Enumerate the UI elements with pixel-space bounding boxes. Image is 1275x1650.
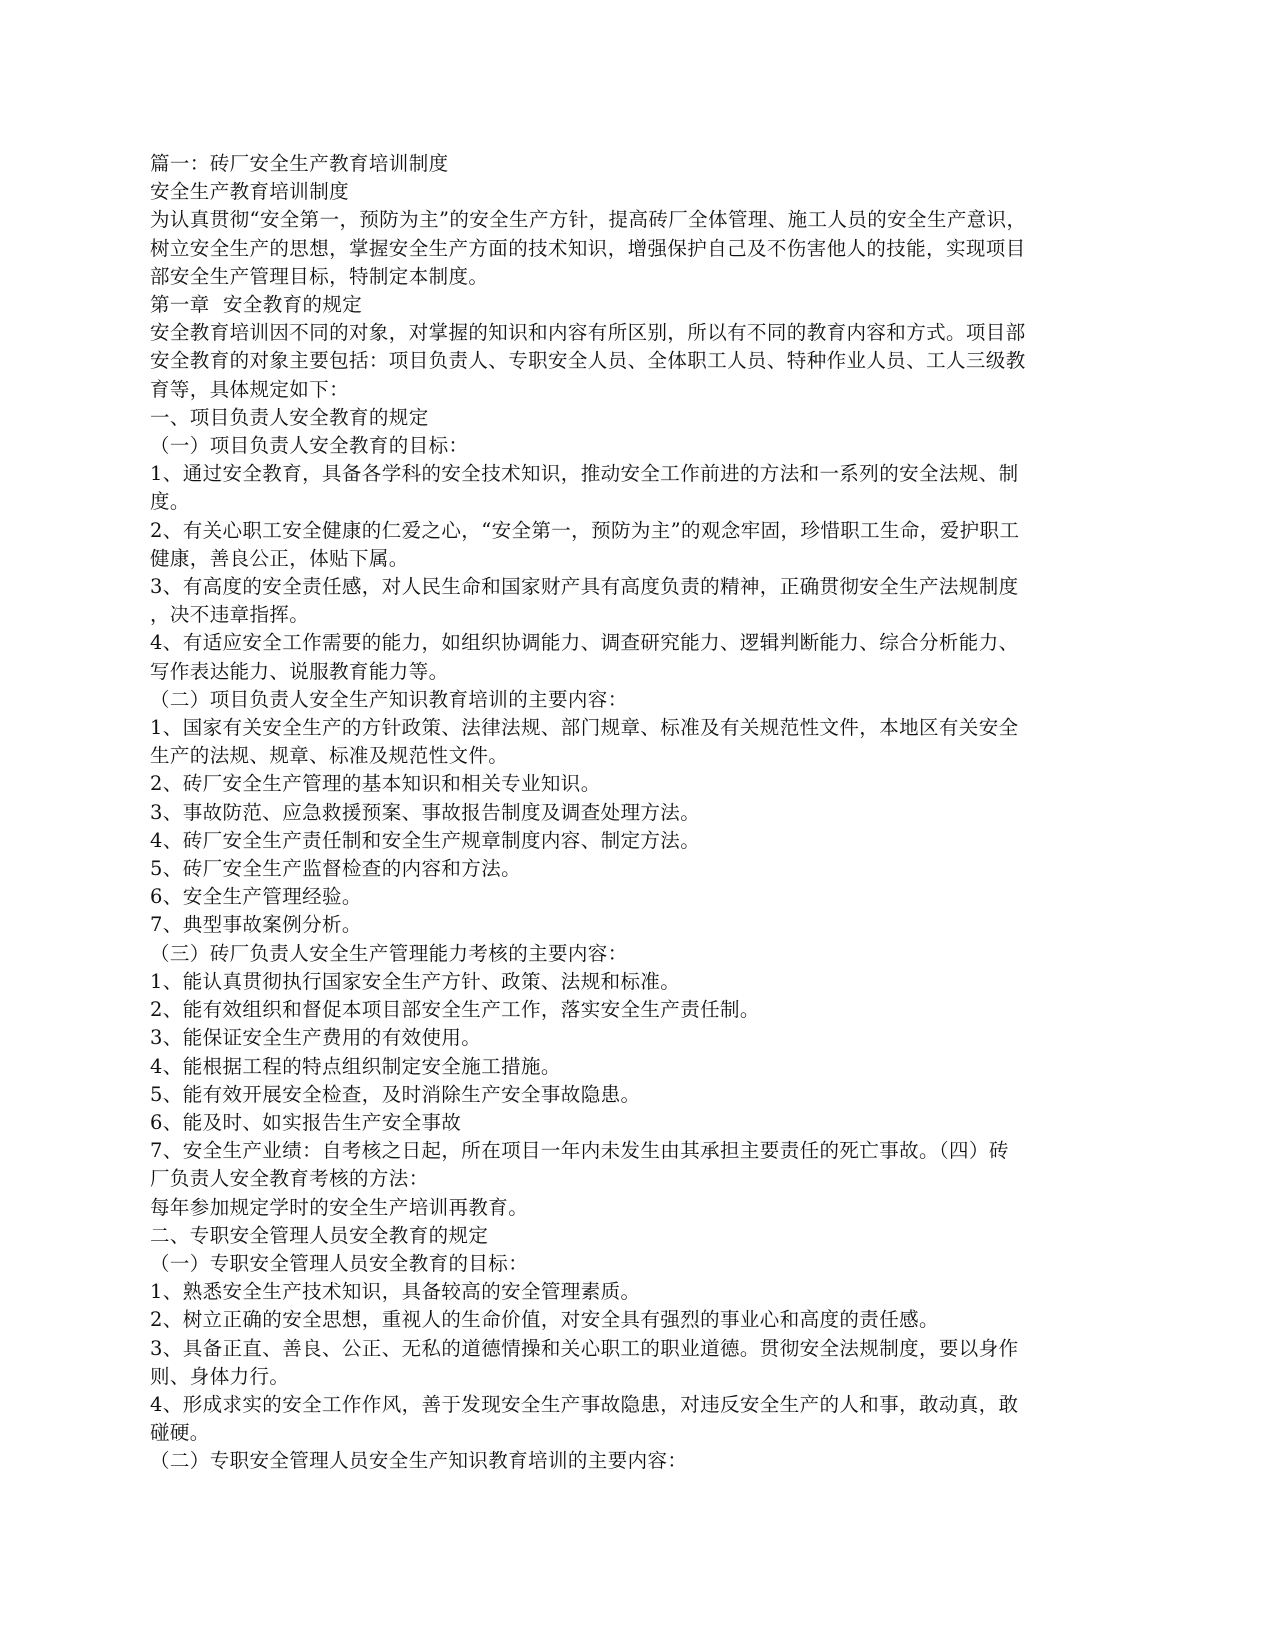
- text-line: 6、能及时、如实报告生产安全事故: [150, 1110, 462, 1134]
- text-line: 2、树立正确的安全思想，重视人的生命价值，对安全具有强烈的事业心和高度的责任感。: [150, 1308, 939, 1332]
- text-line: 2、有关心职工安全健康的仁爱之心，“安全第一，预防为主”的观念牢固，珍惜职工生命，爱护职工: [150, 518, 1020, 542]
- text-line: 篇一：砖厂安全生产教育培训制度: [150, 152, 449, 175]
- text-line: （一）专职安全管理人员安全教育的目标：: [150, 1251, 529, 1275]
- text-line: 6、安全生产管理经验。: [150, 885, 362, 909]
- text-line: 每年参加规定学时的安全生产培训再教育。: [150, 1195, 529, 1219]
- text-line: 一、项目负责人安全教育的规定: [150, 405, 429, 429]
- text-line: 7、安全生产业绩：自考核之日起，所在项目一年内未发生由其承担主要责任的死亡事故。（四）砖: [150, 1139, 1009, 1163]
- text-line: 度。: [150, 490, 190, 514]
- text-line: 安全生产教育培训制度: [150, 180, 350, 204]
- text-line: （一）项目负责人安全教育的目标：: [150, 434, 469, 458]
- text-line: 生产的法规、规章、标准及规范性文件。: [150, 744, 509, 768]
- text-line: 第一章 安全教育的规定: [150, 293, 363, 317]
- text-line: 厂负责人安全教育考核的方法：: [150, 1167, 429, 1191]
- text-line: 4、形成求实的安全工作作风，善于发现安全生产事故隐患，对违反安全生产的人和事，敢动真，敢: [150, 1392, 1019, 1416]
- text-line: 二、专职安全管理人员安全教育的规定: [150, 1223, 489, 1247]
- text-line: 5、能有效开展安全检查，及时消除生产安全事故隐患。: [150, 1082, 641, 1106]
- text-line: 4、有适应安全工作需要的能力，如组织协调能力、调查研究能力、逻辑判断能力、综合分析能力、: [150, 631, 1019, 655]
- text-line: 1、通过安全教育，具备各学科的安全技术知识，推动安全工作前进的方法和一系列的安全法规、制: [150, 462, 1019, 486]
- text-line: 2、能有效组织和督促本项目部安全生产工作，落实安全生产责任制。: [150, 998, 760, 1022]
- text-line: （二）专职安全管理人员安全生产知识教育培训的主要内容：: [150, 1449, 688, 1473]
- text-line: 4、能根据工程的特点组织制定安全施工措施。: [150, 1054, 561, 1078]
- text-line: ，决不违章指挥。: [150, 603, 310, 627]
- text-line: 安全教育的对象主要包括：项目负责人、专职安全人员、全体职工人员、特种作业人员、工人三级教: [150, 349, 1026, 373]
- text-line: 写作表达能力、说服教育能力等。: [150, 659, 449, 683]
- text-line: 部安全生产管理目标，特制定本制度。: [150, 264, 489, 288]
- text-line: （二）项目负责人安全生产知识教育培训的主要内容：: [150, 687, 628, 711]
- text-line: 1、熟悉安全生产技术知识，具备较高的安全管理素质。: [150, 1280, 641, 1304]
- text-line: 5、砖厂安全生产监督检查的内容和方法。: [150, 857, 522, 881]
- text-line: 安全教育培训因不同的对象，对掌握的知识和内容有所区别，所以有不同的教育内容和方式。项目部: [150, 321, 1026, 345]
- text-line: 育等，具体规定如下：: [150, 377, 350, 401]
- text-line: 1、国家有关安全生产的方针政策、法律法规、部门规章、标准及有关规范性文件，本地区有关安全: [150, 716, 1019, 740]
- text-line: 树立安全生产的思想，掌握安全生产方面的技术知识，增强保护自己及不伤害他人的技能，实现项目: [150, 236, 1026, 260]
- text-line: 碰硬。: [150, 1421, 210, 1445]
- text-line: 为认真贯彻“安全第一，预防为主”的安全生产方针，提高砖厂全体管理、施工人员的安全生产意识，: [150, 208, 1027, 232]
- text-line: 4、砖厂安全生产责任制和安全生产规章制度内容、制定方法。: [150, 828, 701, 852]
- text-line: 2、砖厂安全生产管理的基本知识和相关专业知识。: [150, 772, 601, 796]
- text-line: 3、能保证安全生产费用的有效使用。: [150, 1026, 482, 1050]
- text-line: 3、具备正直、善良、公正、无私的道德情操和关心职工的职业道德。贯彻安全法规制度，要以身作: [150, 1336, 1019, 1360]
- text-line: （三）砖厂负责人安全生产管理能力考核的主要内容：: [150, 941, 628, 965]
- text-line: 健康，善良公正，体贴下属。: [150, 546, 409, 570]
- document-body: [150, 150, 1125, 1476]
- text-line: 3、事故防范、应急救援预案、事故报告制度及调查处理方法。: [150, 800, 701, 824]
- text-line: 3、有高度的安全责任感，对人民生命和国家财产具有高度负责的精神，正确贯彻安全生产法规制度: [150, 575, 1019, 599]
- text-line: 1、能认真贯彻执行国家安全生产方针、政策、法规和标准。: [150, 969, 681, 993]
- text-line: 则、身体力行。: [150, 1364, 290, 1388]
- text-line: 7、典型事故案例分析。: [150, 913, 362, 937]
